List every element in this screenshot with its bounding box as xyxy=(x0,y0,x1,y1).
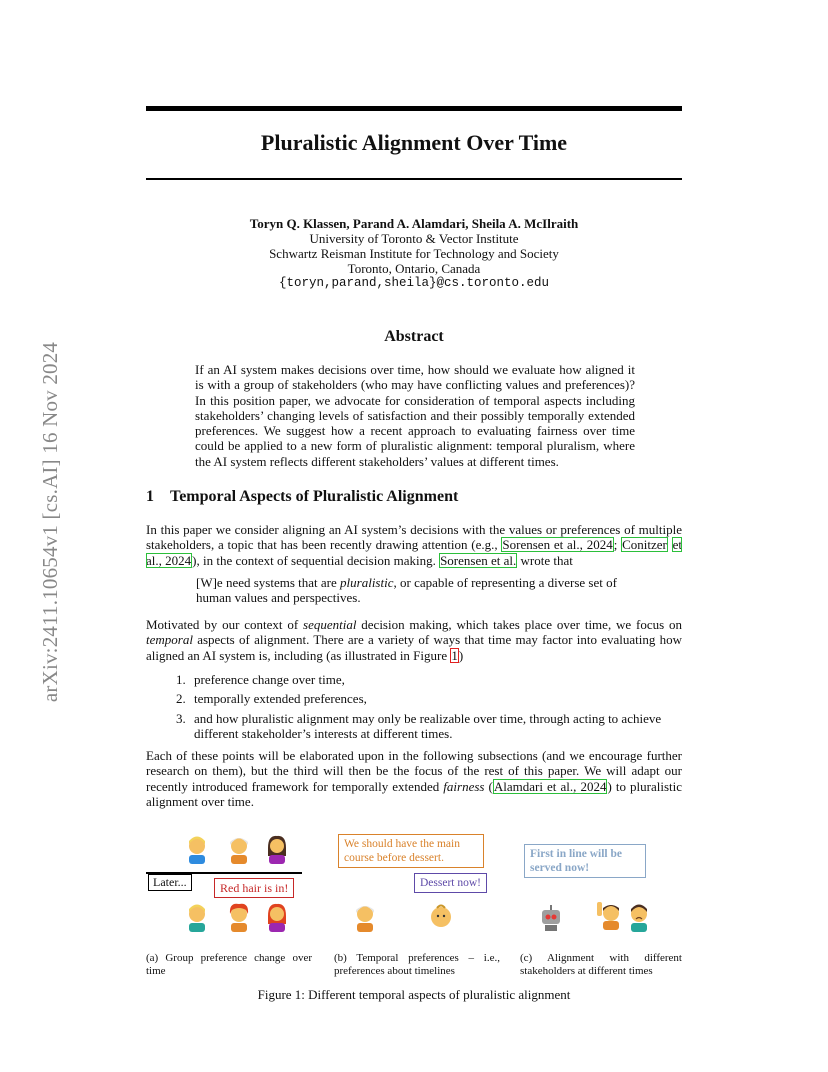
elderly-person-icon xyxy=(352,902,378,932)
figure-ref-link[interactable]: 1 xyxy=(451,647,458,663)
citation-authors: Conitzer xyxy=(622,537,667,553)
arxiv-identifier: arXiv:2411.10654v1 [cs.AI] 16 Nov 2024 xyxy=(38,341,62,703)
text-run: ) xyxy=(458,647,464,663)
person-frowning-icon xyxy=(626,902,652,932)
emphasis: fairness xyxy=(443,778,485,794)
list-text: temporally extended preferences, xyxy=(194,691,367,707)
block-quote xyxy=(196,575,636,606)
panel-b xyxy=(334,828,504,943)
figure-caption: Figure 1: Different temporal aspects of pluralistic alignment xyxy=(257,987,571,1002)
panel-c xyxy=(520,828,682,943)
text-run: ; xyxy=(613,537,622,553)
section-number: 1 xyxy=(146,488,154,505)
paragraph-motivation xyxy=(146,617,682,663)
list-text: preference change over time, xyxy=(194,672,345,687)
list-number: 1. xyxy=(176,672,186,687)
list-number: 3. xyxy=(176,710,186,726)
citation-link[interactable] xyxy=(501,537,613,552)
list-number: 2. xyxy=(176,691,186,707)
text-run: Motivated by our context of xyxy=(146,617,304,632)
person-older-icon xyxy=(226,834,252,864)
citation-link[interactable] xyxy=(493,779,608,794)
text-run: Each of these points will be elaborated upon in the following subsections (and we encourage further research on them), but the third will then be the focus of the rest of this paper. We will adapt our recently introduced framework for temporally extended xyxy=(146,748,682,794)
list-text: and how pluralistic alignment may only be realizable over time, through acting to achieve different stakeholder’s interests at different times. xyxy=(194,710,662,742)
text-run: In this paper we consider aligning an AI system’s decisions with the values or preferences of multiple stakeholders, a topic that has been recently drawing attention (e.g., xyxy=(146,522,682,553)
affiliation-1: University of Toronto & Vector Institute xyxy=(309,231,519,246)
citation-year: 2024 xyxy=(580,778,607,794)
text-run: ), in the context of sequential decision making. xyxy=(192,552,440,568)
paper-title: Pluralistic Alignment Over Time xyxy=(260,130,568,155)
paragraph-intro xyxy=(146,522,682,568)
robot-icon xyxy=(538,902,564,932)
citation-authors: Sorensen et al., xyxy=(502,537,583,553)
text-run: ( xyxy=(484,778,493,794)
citation-authors: et al., xyxy=(146,537,683,568)
main-course-bubble: We should have the main course before dessert. xyxy=(338,834,484,868)
aspect-list xyxy=(176,672,682,746)
person-blond-icon xyxy=(184,902,210,932)
author-location: Toronto, Ontario, Canada xyxy=(347,261,481,276)
emphasis: temporal xyxy=(146,632,193,648)
person-red-hair-icon xyxy=(264,902,290,932)
later-label: Later... xyxy=(148,874,192,891)
citation-link[interactable] xyxy=(621,537,668,552)
text-run: wrote that xyxy=(517,552,573,568)
caption-a: (a) Group preference change over time xyxy=(146,952,312,977)
text-run: decision making, which takes place over time, we focus on xyxy=(356,617,682,632)
section-title: Temporal Aspects of Pluralistic Alignment xyxy=(170,488,459,505)
person-raising-hand-icon xyxy=(596,900,622,930)
section-heading xyxy=(146,488,458,506)
person-red-hair-icon xyxy=(226,902,252,932)
list-item xyxy=(176,672,682,687)
author-names: Toryn Q. Klassen, Parand A. Alamdari, Sheila A. McIlraith xyxy=(249,216,579,231)
list-item xyxy=(176,691,682,706)
author-block xyxy=(146,216,682,291)
dessert-now-bubble: Dessert now! xyxy=(414,873,487,893)
caption-b: (b) Temporal preferences – i.e., preferences about timelines xyxy=(334,952,500,977)
first-in-line-bubble: First in line will be served now! xyxy=(524,844,646,878)
abstract-text: If an AI system makes decisions over time, how should we evaluate how aligned it is with a group of stakeholders (who may have conflicting values and preferences)? In this position paper, we advocate for consideration of temporal aspects including stakeholders’ changing levels of satisfaction and their possibly temporally extended preferences. We suggest how a recent approach to evaluating fairness over time could be applied to a new form of pluralistic alignment: temporal pluralism, where the AI system reflects different stakeholders’ values at different times. xyxy=(195,362,635,469)
emphasis: pluralistic xyxy=(340,575,394,590)
list-item xyxy=(176,711,682,742)
title-bottom-rule xyxy=(146,178,682,180)
person-blond-icon xyxy=(184,834,210,864)
text-run: [W]e need systems that are xyxy=(196,575,341,590)
emphasis: sequential xyxy=(303,617,357,632)
text-run: aspects of alignment. There are a variety of ways that time may factor into evaluating how aligned an AI system is, including (as illustrated in Figure xyxy=(146,632,682,663)
caption-c: (c) Alignment with different stakeholders at different times xyxy=(520,952,682,977)
text-run: ) to pluralistic alignment over time. xyxy=(146,778,682,810)
abstract-heading: Abstract xyxy=(384,328,444,345)
paragraph-outline xyxy=(146,748,682,810)
citation-year: 2024 xyxy=(165,552,192,568)
figure-1 xyxy=(146,828,682,977)
affiliation-2: Schwartz Reisman Institute for Technology and Society xyxy=(269,246,559,261)
text-run: , or capable of representing a diverse set of human values and perspectives. xyxy=(196,575,617,606)
citation-authors: Alamdari et al., xyxy=(493,778,577,794)
red-hair-bubble: Red hair is in! xyxy=(214,878,294,898)
citation-year: 2024 xyxy=(586,537,613,553)
author-email: {toryn,parand,sheila}@cs.toronto.edu xyxy=(278,276,550,290)
baby-icon xyxy=(428,902,454,932)
person-brunette-icon xyxy=(264,834,290,864)
panel-a xyxy=(146,828,316,943)
citation-link[interactable]: Sorensen et al. xyxy=(440,552,517,568)
title-top-rule xyxy=(146,106,682,111)
